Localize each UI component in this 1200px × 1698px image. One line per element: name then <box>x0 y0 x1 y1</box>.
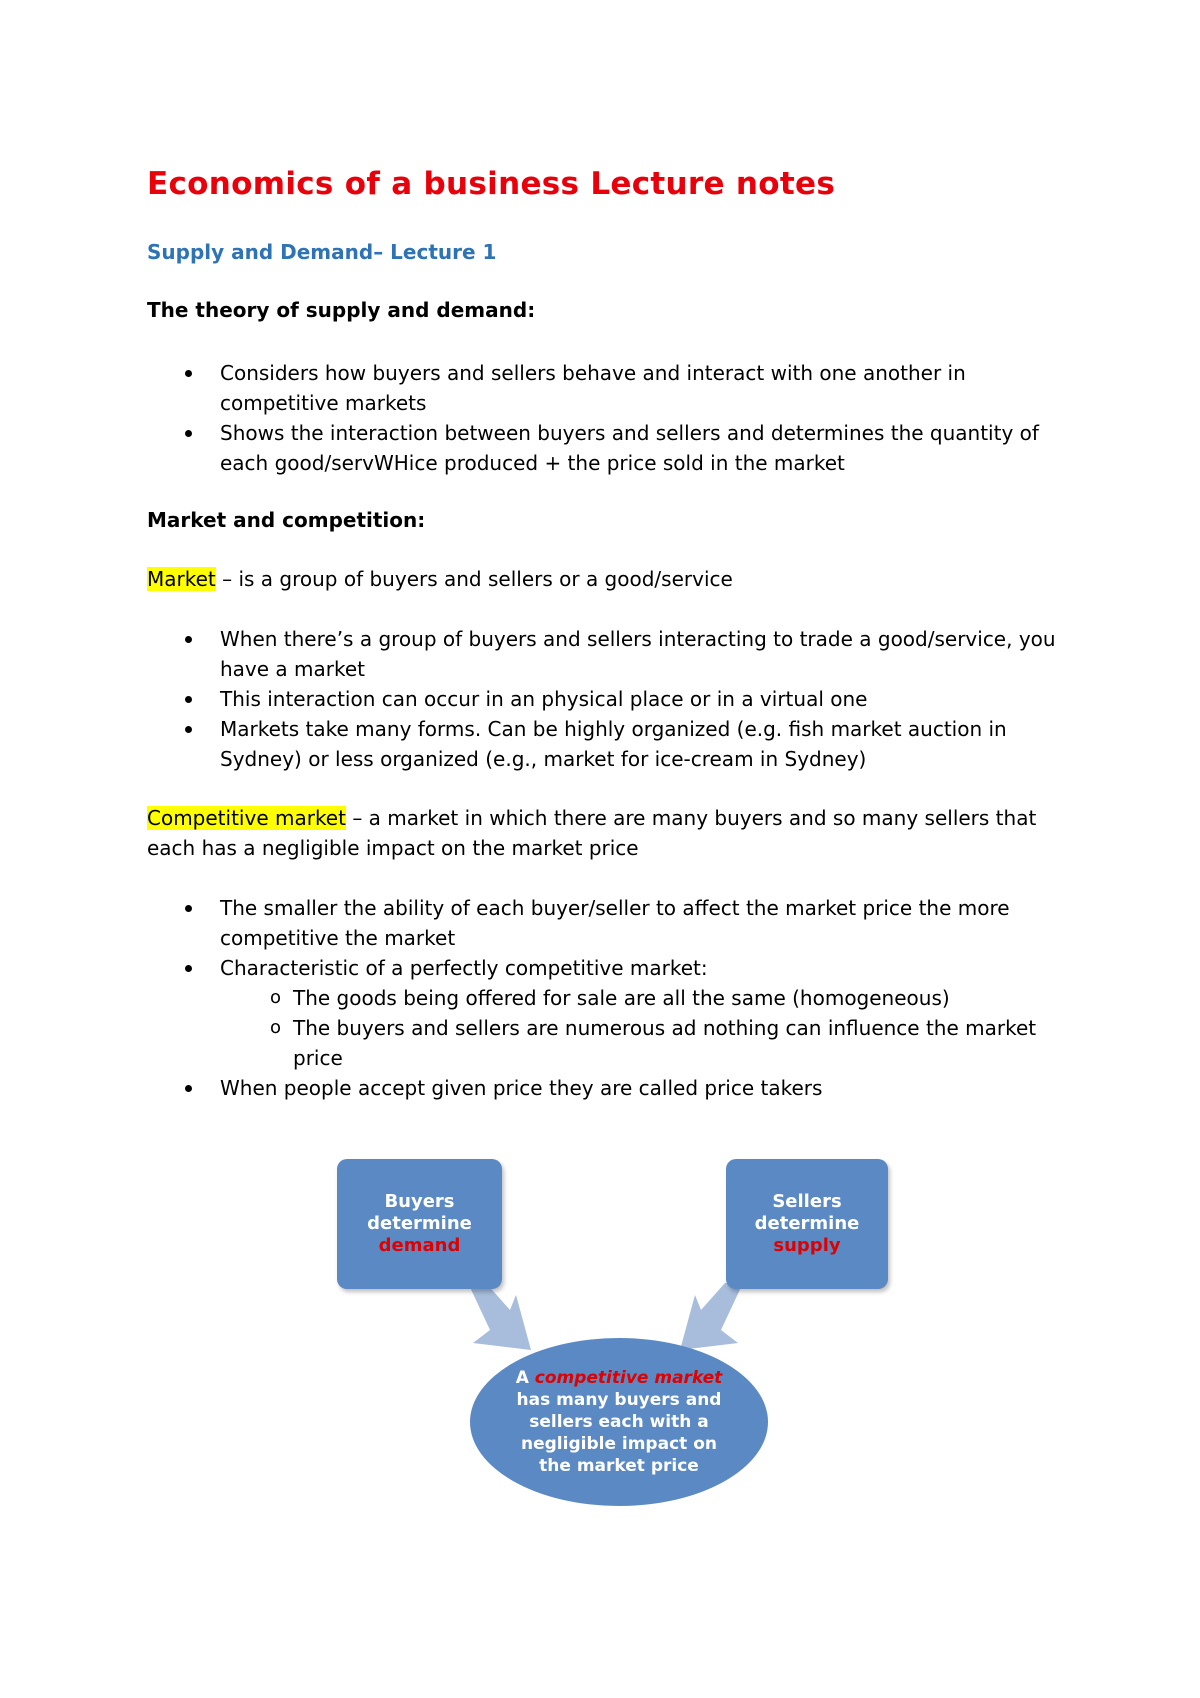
list-item: Considers how buyers and sellers behave and interact with one another in competitive markets <box>147 358 1039 418</box>
sub-list-item: o The buyers and sellers are numerous ad nothing can influence the market price <box>220 1013 1036 1073</box>
theory-bullet-list <box>147 358 1039 478</box>
sub-list <box>220 983 1036 1073</box>
sellers-box: Sellers determine supply <box>726 1159 888 1289</box>
competitive-market-term: Competitive market <box>147 806 346 830</box>
market-term: Market <box>147 567 216 591</box>
list-item: Markets take many forms. Can be highly organized (e.g. fish market auction in Sydney) or less organized (e.g., market for ice-cream in Sydney) <box>147 714 1056 774</box>
section-heading-market: Market and competition: <box>147 508 426 532</box>
competitive-bullet-list <box>147 893 1036 1103</box>
supply-demand-diagram <box>320 1150 900 1510</box>
list-item: When people accept given price they are called price takers <box>147 1073 1036 1103</box>
section-heading-theory: The theory of supply and demand: <box>147 298 536 322</box>
list-item: Characteristic of a perfectly competitive market: o The goods being offered for sale are all the same (homogeneous) o The buyers and sellers are numerous ad nothing can influence the market price <box>147 953 1036 1073</box>
list-item: The smaller the ability of each buyer/seller to affect the market price the more competitive the market <box>147 893 1036 953</box>
left-arrow <box>468 1283 531 1350</box>
buyers-box: Buyers determine demand <box>337 1159 502 1289</box>
list-item: Shows the interaction between buyers and sellers and determines the quantity of each good/servWHice produced + the price sold in the market <box>147 418 1039 478</box>
competitive-market-ellipse: A competitive market has many buyers and sellers each with a negligible impact on the market price <box>470 1338 768 1506</box>
document-title: Economics of a business Lecture notes <box>147 166 836 202</box>
list-item: When there’s a group of buyers and sellers interacting to trade a good/service, you have a market <box>147 624 1056 684</box>
list-item: This interaction can occur in an physical place or in a virtual one <box>147 684 1056 714</box>
market-bullet-list <box>147 624 1056 774</box>
market-definition: Market – is a group of buyers and sellers or a good/service <box>147 567 733 591</box>
lecture-subtitle: Supply and Demand– Lecture 1 <box>147 240 497 264</box>
competitive-market-definition: Competitive market – a market in which there are many buyers and so many sellers that each has a negligible impact on the market price <box>147 806 1037 860</box>
sub-list-item: o The goods being offered for sale are all the same (homogeneous) <box>220 983 1036 1013</box>
right-arrow <box>680 1283 743 1350</box>
